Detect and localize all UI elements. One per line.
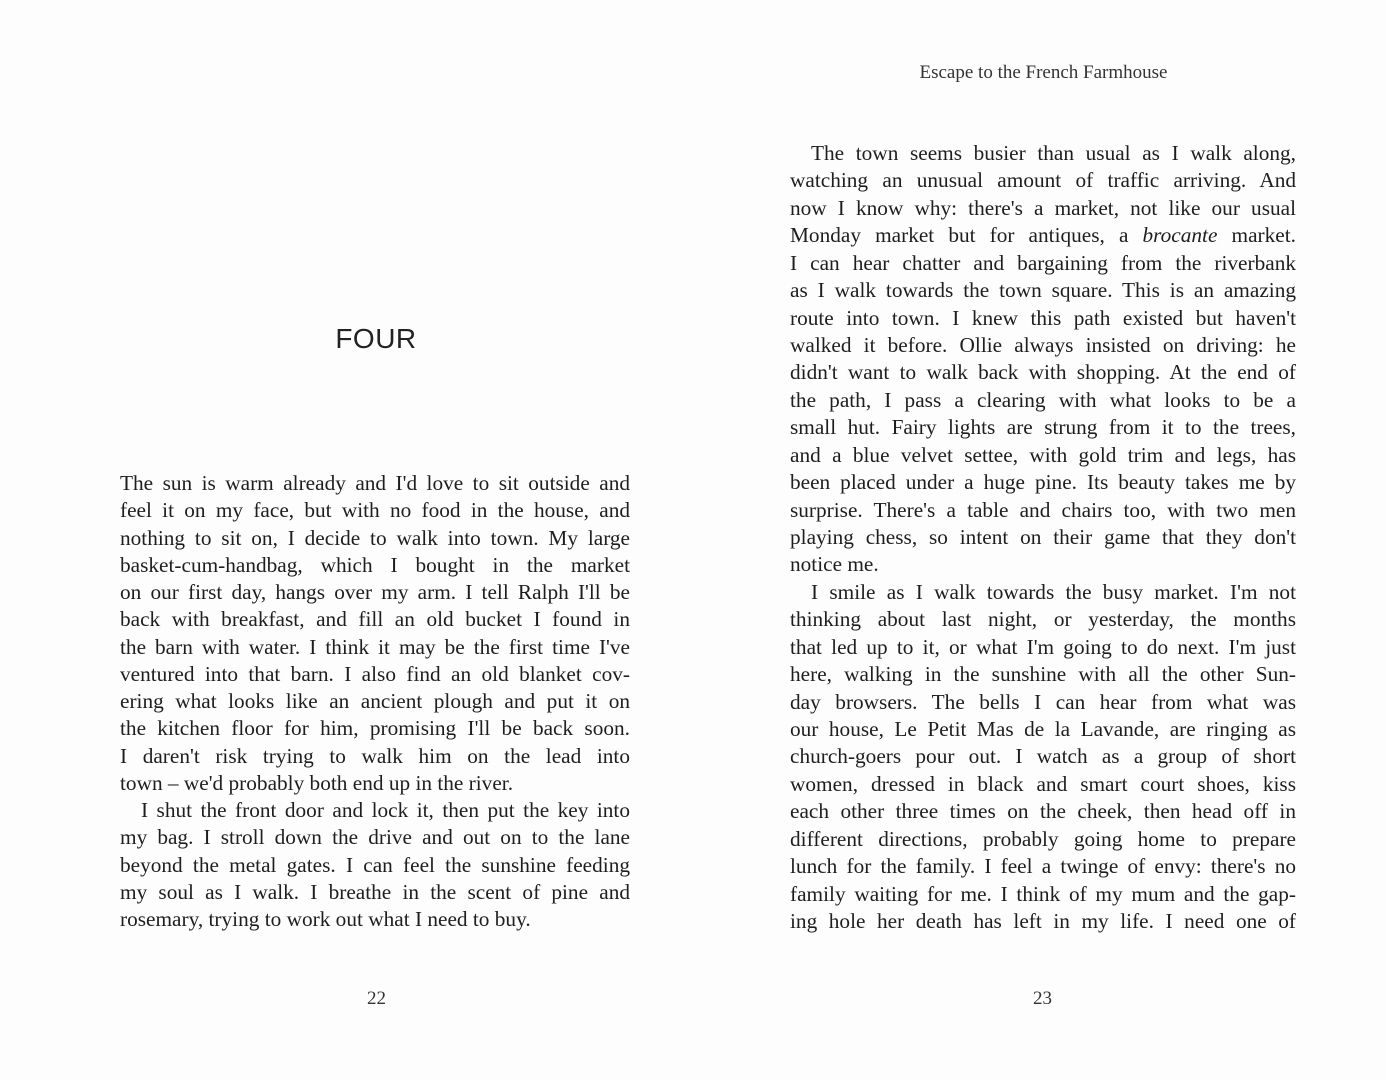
chapter-title: FOUR	[335, 323, 417, 354]
text-line: basket-cum-handbag, which I bought in the market	[120, 552, 630, 577]
text-line: The sun is warm already and I'd love to sit outside and	[120, 471, 630, 495]
text-segment: market.	[1217, 223, 1296, 248]
text-line: didn't want to walk back with shopping. At the end of	[790, 360, 1296, 385]
text-line: my soul as I walk. I breathe in the scent of pine and	[120, 879, 630, 904]
text-line: my bag. I stroll down the drive and out on to the lane	[120, 825, 630, 850]
text-line: day browsers. The bells I can hear from what was	[790, 689, 1296, 714]
text-line: and a blue velvet settee, with gold trim and legs, has	[790, 442, 1296, 467]
page-number-left: 22	[367, 988, 386, 1009]
text-line: been placed under a huge pine. Its beauty takes me by	[790, 470, 1296, 495]
text-line	[790, 223, 1296, 247]
text-line: each other three times on the cheek, then head off in	[790, 799, 1296, 824]
text-line: the path, I pass a clearing with what looks to be a	[790, 387, 1296, 412]
text-line: surprise. There's a table and chairs too, with two men	[790, 497, 1296, 522]
text-line: on our first day, hangs over my arm. I tell Ralph I'll be	[120, 580, 630, 604]
text-segment: Monday market but for antiques, a	[790, 223, 1143, 248]
text-line: the barn with water. I think it may be the first time I've	[120, 634, 630, 659]
text-line: ing hole her death has left in my life. I need one of	[790, 909, 1296, 934]
text-line: feel it on my face, but with no food in the house, and	[120, 498, 630, 523]
text-line: ventured into that barn. I also find an old blanket cov-	[120, 661, 630, 686]
text-line: back with breakfast, and fill an old bucket I found in	[120, 607, 630, 632]
text-line: I shut the front door and lock it, then put the key into	[141, 798, 630, 822]
text-line: small hut. Fairy lights are strung from it to the trees,	[790, 415, 1296, 440]
text-line: family waiting for me. I think of my mum and the gap-	[790, 881, 1296, 906]
text-line: beyond the metal gates. I can feel the sunshine feeding	[120, 852, 630, 877]
running-head: Escape to the French Farmhouse	[919, 62, 1168, 83]
text-line: ering what looks like an ancient plough and put it on	[120, 689, 630, 713]
text-line: now I know why: there's a market, not like our usual	[790, 195, 1296, 220]
text-line: route into town. I knew this path existed but haven't	[790, 305, 1296, 330]
text-line: The town seems busier than usual as I walk along,	[811, 141, 1296, 165]
text-line: rosemary, trying to work out what I need to buy.	[120, 907, 531, 931]
text-line: town – we'd probably both end up in the river.	[120, 770, 514, 795]
text-line: church-goers pour out. I watch as a group of short	[790, 744, 1296, 769]
text-line: different directions, probably going home to prepare	[790, 826, 1296, 851]
text-line: our house, Le Petit Mas de la Lavande, are ringing as	[790, 717, 1296, 742]
text-line: lunch for the family. I feel a twinge of envy: there's no	[790, 854, 1296, 879]
text-line: watching an unusual amount of traffic arriving. And	[790, 168, 1296, 193]
page-number-right: 23	[1033, 988, 1052, 1009]
text-line: I smile as I walk towards the busy market. I'm not	[811, 579, 1296, 604]
text-line: notice me.	[790, 552, 879, 577]
text-line: as I walk towards the town square. This is an amazing	[790, 278, 1296, 303]
text-line: that led up to it, or what I'm going to do next. I'm just	[790, 634, 1296, 659]
text-line: thinking about last night, or yesterday, the months	[790, 607, 1296, 632]
text-line: I can hear chatter and bargaining from the riverbank	[790, 250, 1296, 275]
text-line: playing chess, so intent on their game that they don't	[790, 525, 1296, 550]
text-line: women, dressed in black and smart court shoes, kiss	[790, 771, 1296, 796]
right-page	[693, 0, 1386, 1080]
text-line: here, walking in the sunshine with all the other Sun-	[790, 662, 1296, 687]
text-line: the kitchen floor for him, promising I'll be back soon.	[120, 716, 630, 741]
text-line: walked it before. Ollie always insisted on driving: he	[790, 333, 1296, 357]
text-line: I daren't risk trying to walk him on the lead into	[120, 743, 630, 768]
text-line: nothing to sit on, I decide to walk into town. My large	[120, 525, 630, 550]
italic-term: brocante	[1142, 223, 1218, 248]
